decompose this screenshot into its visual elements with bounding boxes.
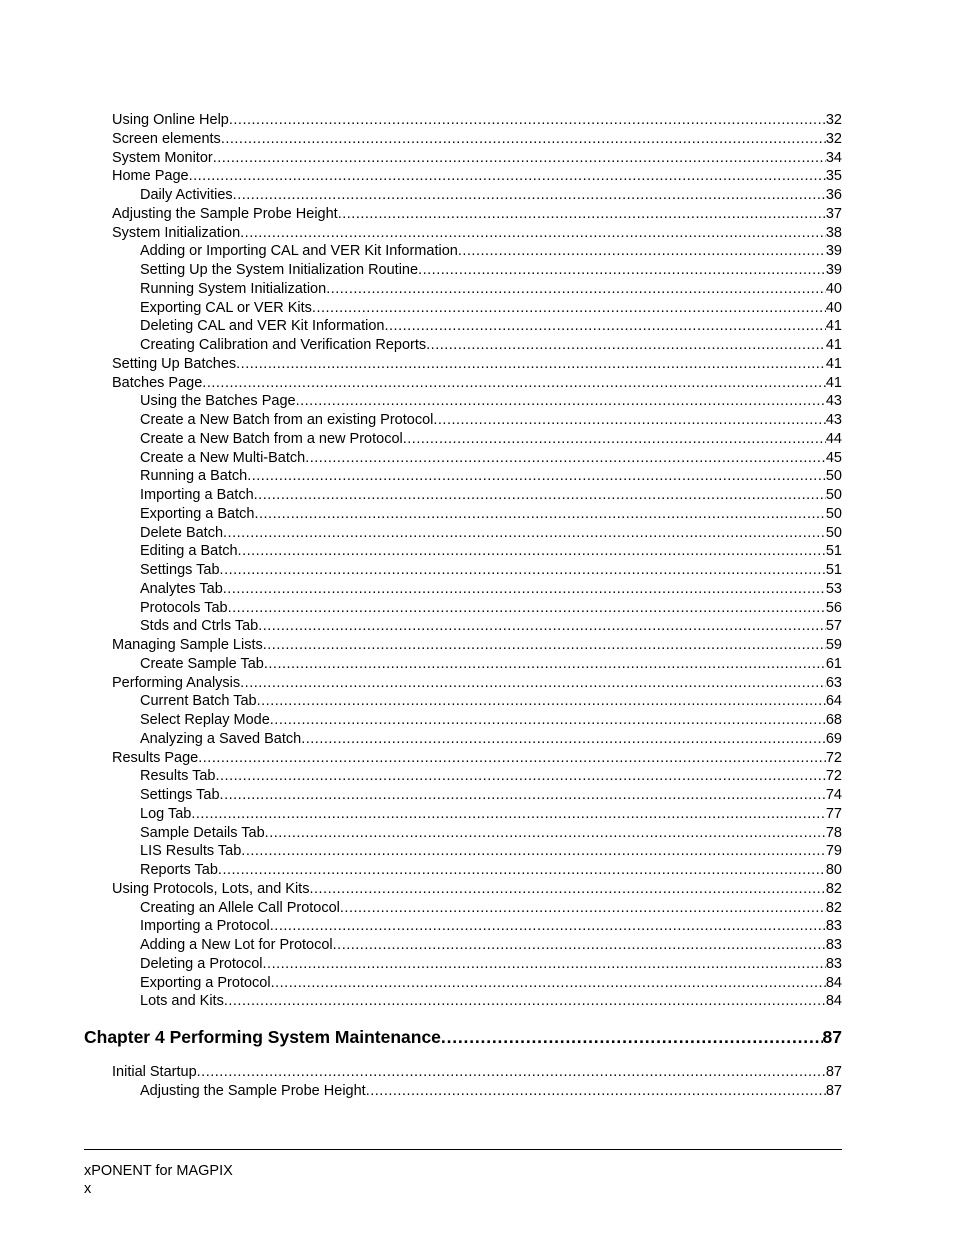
toc-entry[interactable]	[140, 824, 842, 843]
toc-entry-page: 82	[825, 899, 842, 916]
toc-entry-page: 41	[825, 355, 842, 372]
toc-entry-page: 39	[825, 262, 842, 278]
toc-dot-leader	[189, 167, 826, 186]
toc-entry[interactable]	[140, 805, 842, 824]
toc-entry[interactable]	[140, 655, 842, 674]
toc-entry-page: 56	[825, 599, 842, 616]
toc-entry-title: Current Batch Tab	[140, 693, 257, 710]
toc-entry-page: 45	[825, 449, 842, 466]
toc-entry-page: 50	[825, 487, 842, 503]
toc-entry-title: Log Tab	[140, 805, 192, 822]
toc-entry-page: 41	[825, 337, 842, 353]
toc-entry-page: 72	[825, 749, 842, 766]
toc-entry-title: Importing a Batch	[140, 487, 254, 503]
toc-entry-page: 38	[825, 224, 842, 241]
toc-dot-leader	[257, 692, 826, 711]
toc-entry-title: Adjusting the Sample Probe Height	[112, 205, 338, 222]
toc-entry[interactable]	[112, 636, 842, 655]
toc-entry[interactable]	[140, 842, 842, 861]
toc-entry-page: 43	[825, 412, 842, 428]
toc-entry-page: 50	[825, 505, 842, 522]
toc-entry-title: Adding a New Lot for Protocol	[140, 937, 333, 953]
toc-entry[interactable]	[112, 130, 842, 149]
toc-entry-title: LIS Results Tab	[140, 843, 242, 860]
toc-dot-leader	[384, 317, 825, 336]
toc-entry-title: System Monitor	[112, 149, 213, 166]
toc-entry[interactable]	[140, 974, 842, 993]
toc-entry[interactable]	[140, 317, 842, 336]
toc-dot-leader	[233, 186, 826, 205]
toc-entry-page: 83	[825, 937, 842, 953]
toc-dot-leader	[198, 749, 826, 768]
toc-entry[interactable]	[140, 580, 842, 599]
toc-dot-leader	[458, 242, 826, 261]
toc-entry-page: 53	[825, 580, 842, 597]
toc-entry-page: 79	[825, 843, 842, 860]
toc-entry[interactable]	[140, 430, 842, 449]
toc-dot-leader	[340, 899, 826, 918]
toc-entry-page: 57	[825, 618, 842, 635]
toc-entry[interactable]	[112, 880, 842, 899]
toc-entry[interactable]	[140, 1082, 842, 1101]
toc-entry-title: Exporting CAL or VER Kits	[140, 299, 312, 316]
toc-entry[interactable]	[140, 767, 842, 786]
toc-entry-title: System Initialization	[112, 224, 241, 241]
toc-dot-leader	[218, 861, 826, 880]
toc-entry[interactable]	[112, 674, 842, 693]
toc-entry-title: Editing a Batch	[140, 543, 238, 560]
toc-entry-page: 43	[825, 393, 842, 410]
toc-entry-title: Exporting a Batch	[140, 505, 255, 522]
toc-chapter-entry[interactable]	[84, 1025, 842, 1049]
toc-dot-leader	[216, 767, 826, 786]
toc-entry[interactable]	[140, 449, 842, 468]
toc-dot-leader	[441, 1025, 823, 1049]
toc-entry-title: Results Tab	[140, 768, 216, 785]
toc-entry-title: Analytes Tab	[140, 580, 223, 597]
toc-dot-leader	[228, 599, 826, 618]
toc-entry-title: Deleting CAL and VER Kit Information	[140, 318, 385, 335]
toc-dot-leader	[240, 224, 826, 243]
toc-entry-title: Create a New Multi-Batch	[140, 449, 306, 466]
toc-entry-title: Chapter 4 Performing System Maintenance	[84, 1027, 441, 1047]
toc-entry[interactable]	[112, 749, 842, 768]
toc-dot-leader	[263, 636, 826, 655]
toc-entry-title: Protocols Tab	[140, 599, 228, 616]
toc-entry-title: Lots and Kits	[140, 993, 224, 1010]
footer-page-number: x	[84, 1181, 92, 1197]
toc-entry-title: Settings Tab	[140, 562, 220, 578]
toc-entry-title: Initial Startup	[112, 1064, 197, 1080]
toc-dot-leader	[224, 992, 826, 1011]
toc-entry-title: Creating an Allele Call Protocol	[140, 899, 340, 916]
page-footer	[84, 1162, 233, 1198]
toc-entry-page: 50	[825, 524, 842, 541]
toc-entry[interactable]	[140, 992, 842, 1011]
toc-dot-leader	[426, 336, 826, 355]
toc-entry[interactable]	[140, 392, 842, 411]
toc-entry-title: Running System Initialization	[140, 280, 327, 297]
toc-entry-page: 36	[825, 187, 842, 203]
toc-entry-page: 78	[825, 824, 842, 841]
toc-entry-title: Importing a Protocol	[140, 918, 270, 935]
toc-entry-title: Daily Activities	[140, 187, 233, 203]
toc-entry[interactable]	[140, 617, 842, 636]
toc-entry-title: Creating Calibration and Verification Reports	[140, 337, 427, 353]
toc-entry-title: Reports Tab	[140, 862, 218, 878]
toc-entry-title: Stds and Ctrls Tab	[140, 618, 259, 635]
toc-entry-page: 59	[825, 637, 842, 653]
toc-entry-title: Deleting a Protocol	[140, 955, 263, 972]
toc-dot-leader	[403, 430, 826, 449]
toc-entry-title: Managing Sample Lists	[112, 637, 263, 653]
toc-entry[interactable]	[112, 355, 842, 374]
toc-dot-leader	[229, 111, 826, 130]
toc-dot-leader	[263, 955, 826, 974]
toc-entry-page: 39	[825, 243, 842, 260]
toc-entry[interactable]	[112, 149, 842, 168]
toc-entry-title: Setting Up Batches	[112, 355, 237, 372]
toc-entry-page: 84	[825, 993, 842, 1010]
toc-entry[interactable]	[140, 730, 842, 749]
toc-dot-leader	[301, 730, 826, 749]
toc-entry-page: 68	[825, 712, 842, 728]
toc-entry-title: Create a New Batch from a new Protocol	[140, 430, 403, 447]
toc-entry-page: 41	[825, 318, 842, 335]
toc-entry-page: 35	[825, 168, 842, 185]
toc-entry-page: 83	[825, 955, 842, 972]
toc-entry-page: 69	[825, 730, 842, 747]
toc-entry-page: 84	[825, 974, 842, 991]
toc-entry-page: 51	[825, 543, 842, 560]
toc-entry[interactable]	[140, 899, 842, 918]
toc-entry-page: 41	[825, 374, 842, 391]
toc-entry-page: 34	[825, 149, 842, 166]
toc-dot-leader	[309, 880, 825, 899]
toc-entry[interactable]	[140, 486, 842, 505]
toc-entry-title: Create Sample Tab	[140, 655, 264, 672]
toc-entry-page: 72	[825, 768, 842, 785]
toc-entry[interactable]	[140, 692, 842, 711]
toc-dot-leader	[197, 1063, 826, 1082]
toc-entry-title: Using Protocols, Lots, and Kits	[112, 880, 310, 897]
toc-dot-leader	[333, 936, 826, 955]
toc-dot-leader	[220, 561, 826, 580]
toc-entry-title: Results Page	[112, 749, 199, 766]
toc-entry-page: 40	[825, 280, 842, 297]
toc-dot-leader	[338, 205, 826, 224]
toc-entry-page: 87	[825, 1064, 842, 1080]
toc-entry-page: 40	[825, 299, 842, 316]
toc-dot-leader	[202, 374, 826, 393]
toc-entry[interactable]	[140, 542, 842, 561]
toc-dot-leader	[433, 411, 826, 430]
toc-entry[interactable]	[140, 711, 842, 730]
toc-dot-leader	[418, 261, 826, 280]
toc-entry[interactable]	[112, 224, 842, 243]
toc-dot-leader	[223, 580, 826, 599]
toc-entry-page: 64	[825, 693, 842, 710]
toc-entry-page: 82	[825, 880, 842, 897]
toc-entry[interactable]	[140, 561, 842, 580]
toc-entry-title: Home Page	[112, 168, 189, 185]
toc-entry-title: Analyzing a Saved Batch	[140, 730, 302, 747]
toc-entry-title: Exporting a Protocol	[140, 974, 271, 991]
toc-entry-title: Running a Batch	[140, 468, 248, 485]
footer-product-name: xPONENT for MAGPIX	[84, 1163, 233, 1179]
toc-entry[interactable]	[140, 280, 842, 299]
toc-entry[interactable]	[112, 111, 842, 130]
toc-entry-title: Adding or Importing CAL and VER Kit Information	[140, 243, 458, 260]
toc-entry-page: 51	[825, 562, 842, 578]
toc-entry[interactable]	[112, 205, 842, 224]
toc-entry[interactable]	[140, 917, 842, 936]
toc-entry-page: 50	[825, 468, 842, 485]
toc-dot-leader	[258, 617, 826, 636]
toc-entry[interactable]	[140, 336, 842, 355]
toc-entry[interactable]	[140, 505, 842, 524]
toc-entry-title: Select Replay Mode	[140, 712, 270, 728]
toc-entry-page: 61	[825, 655, 842, 672]
table-of-contents	[0, 111, 954, 1101]
toc-entry-title: Sample Details Tab	[140, 824, 265, 841]
toc-entry-title: Performing Analysis	[112, 674, 241, 691]
toc-entry-title: Using Online Help	[112, 112, 229, 128]
toc-entry[interactable]	[140, 955, 842, 974]
toc-entry-page: 80	[825, 862, 842, 878]
toc-entry-title: Batches Page	[112, 374, 203, 391]
toc-entry-page: 32	[825, 112, 842, 128]
toc-entry-page: 44	[825, 430, 842, 447]
toc-dot-leader	[221, 130, 826, 149]
toc-entry[interactable]	[140, 467, 842, 486]
toc-entry-title: Delete Batch	[140, 524, 224, 541]
toc-entry[interactable]	[112, 1063, 842, 1082]
toc-dot-leader	[241, 842, 826, 861]
toc-dot-leader	[366, 1082, 826, 1101]
toc-dot-leader	[254, 486, 826, 505]
toc-entry-page: 37	[825, 205, 842, 222]
toc-dot-leader	[270, 917, 826, 936]
toc-entry-page: 63	[825, 674, 842, 691]
toc-entry-title: Using the Batches Page	[140, 393, 296, 410]
toc-entry-page: 87	[825, 1082, 842, 1099]
toc-entry[interactable]	[140, 186, 842, 205]
toc-dot-leader	[191, 805, 826, 824]
toc-entry-page: 87	[822, 1027, 842, 1047]
toc-entry[interactable]	[140, 411, 842, 430]
footer-rule	[84, 1149, 842, 1150]
toc-entry[interactable]	[140, 524, 842, 543]
toc-entry[interactable]	[140, 786, 842, 805]
toc-entry[interactable]	[140, 599, 842, 618]
toc-entry-title: Settings Tab	[140, 787, 220, 803]
toc-entry-page: 32	[825, 130, 842, 147]
toc-entry-page: 83	[825, 918, 842, 935]
toc-entry[interactable]	[140, 299, 842, 318]
toc-entry[interactable]	[140, 242, 842, 261]
toc-dot-leader	[213, 149, 826, 168]
toc-dot-leader	[220, 786, 826, 805]
toc-entry-title: Create a New Batch from an existing Protocol	[140, 412, 434, 428]
toc-entry-title: Setting Up the System Initialization Routine	[140, 262, 419, 278]
toc-dot-leader	[240, 674, 826, 693]
toc-entry[interactable]	[112, 374, 842, 393]
toc-entry[interactable]	[140, 261, 842, 280]
toc-dot-leader	[236, 355, 826, 374]
toc-entry-title: Adjusting the Sample Probe Height	[140, 1082, 366, 1099]
toc-dot-leader	[271, 974, 826, 993]
toc-dot-leader	[296, 392, 826, 411]
toc-dot-leader	[265, 824, 826, 843]
toc-entry[interactable]	[140, 861, 842, 880]
toc-dot-leader	[326, 280, 826, 299]
toc-dot-leader	[223, 524, 826, 543]
toc-entry-page: 74	[825, 787, 842, 803]
toc-entry-page: 77	[825, 805, 842, 822]
toc-dot-leader	[312, 299, 826, 318]
toc-dot-leader	[270, 711, 826, 730]
toc-dot-leader	[247, 467, 826, 486]
toc-dot-leader	[238, 542, 826, 561]
toc-entry[interactable]	[140, 936, 842, 955]
toc-entry[interactable]	[112, 167, 842, 186]
toc-dot-leader	[305, 449, 826, 468]
toc-entry-title: Screen elements	[112, 130, 221, 147]
toc-dot-leader	[254, 505, 825, 524]
toc-dot-leader	[264, 655, 826, 674]
